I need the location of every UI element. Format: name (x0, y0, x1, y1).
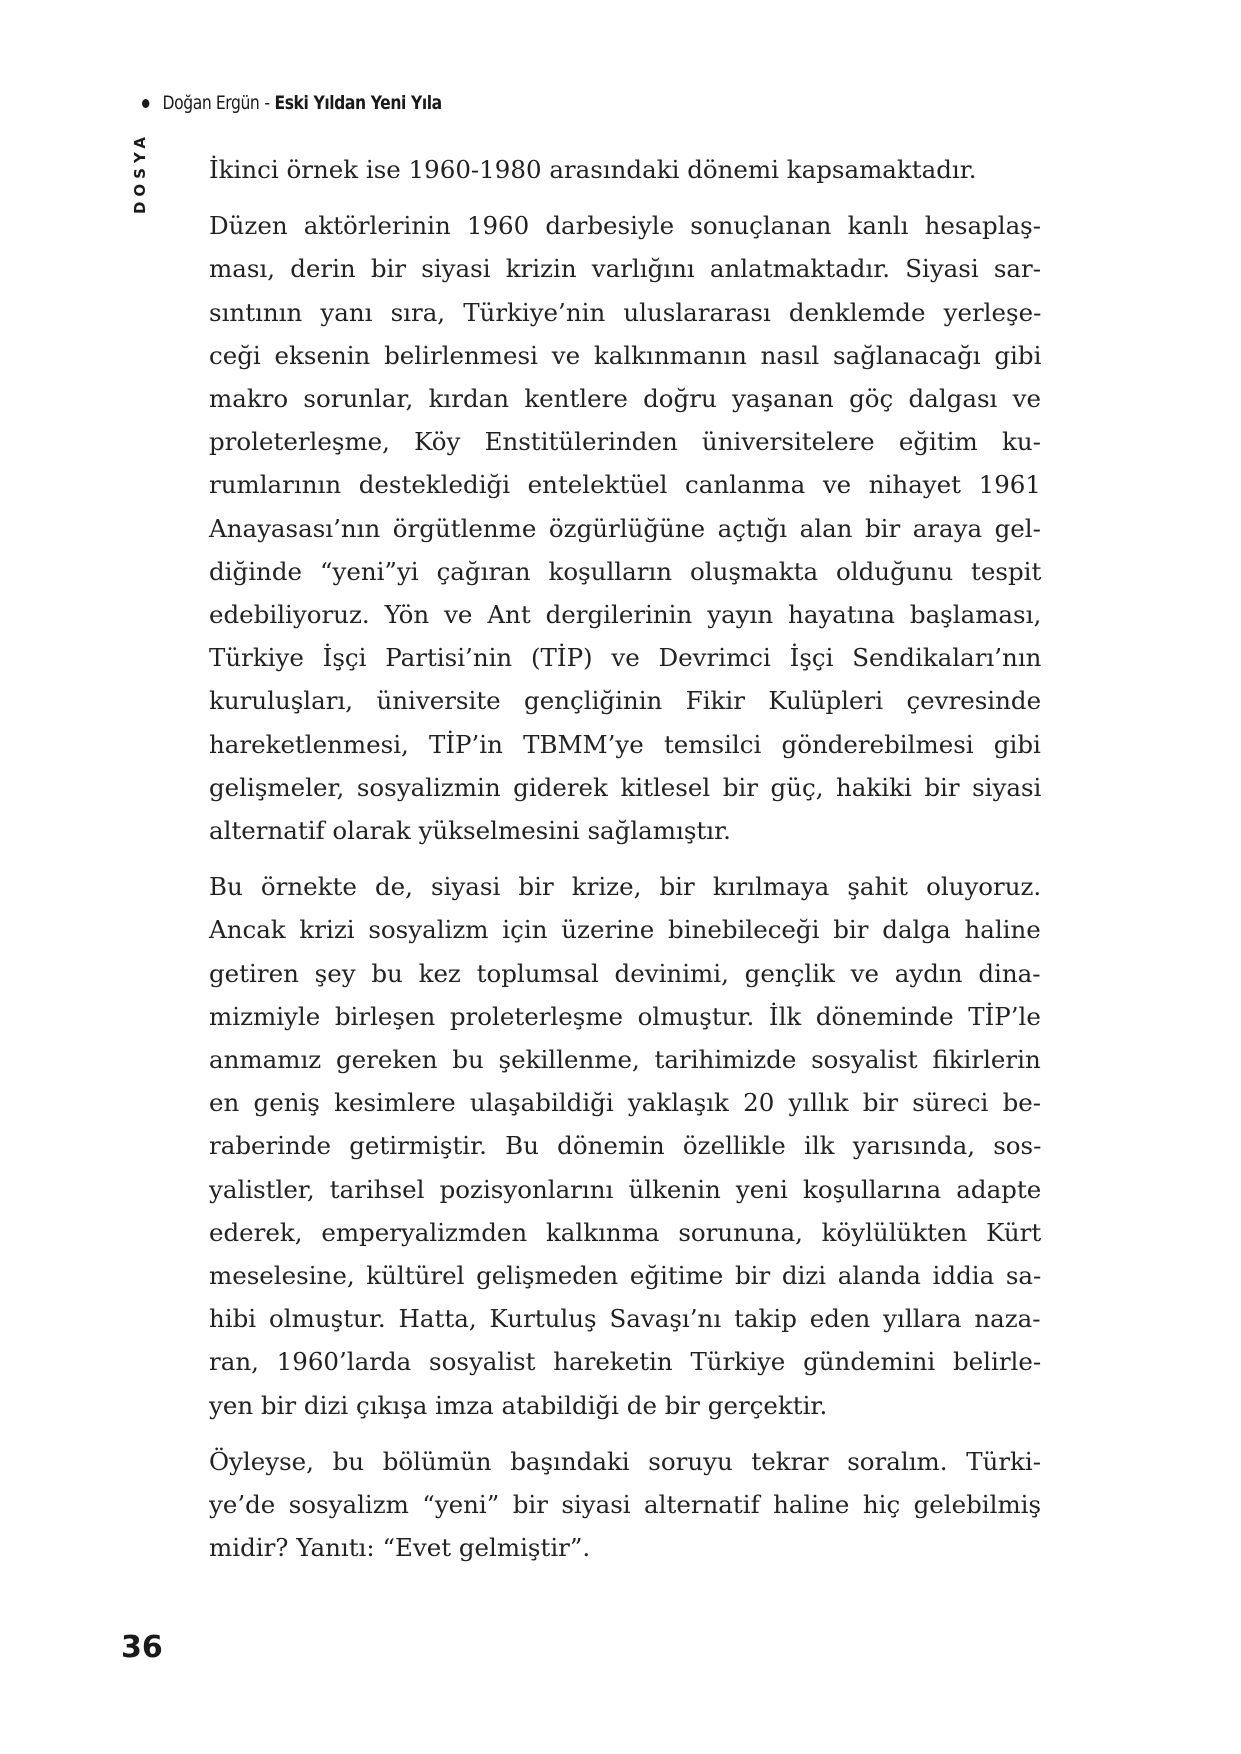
text-line: İkinci örnek ise 1960-1980 arasındaki dönemi kapsamaktadır. (209, 155, 977, 184)
text-line: hareketlenmesi, TİP’in TBMM’ye temsilci gönderebilmesi gibi (209, 729, 1041, 759)
text-line: anmamız gereken bu şekillenme, tarihimizde sosyalist fikirlerin (209, 1045, 1041, 1075)
text-line: Anayasası’nın örgütlenme özgürlüğüne açtığı alan bir araya gel- (209, 513, 1041, 543)
text-line: en geniş kesimlere ulaşabildiği yaklaşık 20 yıllık bir süreci be- (209, 1088, 1042, 1118)
text-line: kuruluşları, üniversite gençliğinin Fikir Kulüpleri çevresinde (209, 686, 1042, 716)
text-line: ceği eksenin belirlenmesi ve kalkınmanın nasıl sağlanacağı gibi (209, 340, 1042, 370)
text-line: midir? Yanıtı: “Evet gelmiştir”. (209, 1533, 591, 1563)
text-line: hibi olmuştur. Hatta, Kurtuluş Savaşı’nı takip eden yıllara naza- (209, 1304, 1041, 1334)
text-line: mizmiyle birleşen proleterleşme olmuştur. İlk döneminde TİP’le (209, 1001, 1041, 1031)
running-header (142, 92, 442, 114)
section-label-text: DOSYA (131, 131, 150, 215)
text-line: sıntının yanı sıra, Türkiye’nin uluslararası denklemde yerleşe- (209, 297, 1042, 327)
paragraph-4 (209, 1440, 1041, 1570)
author-name: Doğan Ergün (162, 92, 260, 114)
section-label (120, 128, 160, 218)
text-line: ederek, emperyalizmden kalkınma sorununa, köylülükten Kürt (209, 1217, 1042, 1247)
text-line: alternatif olarak yükselmesini sağlamıştır. (209, 816, 731, 846)
bullet-icon (142, 99, 149, 108)
text-line: gelişmeler, sosyalizmin giderek kitlesel bir güç, hakiki bir siyasi (209, 772, 1042, 802)
text-line: ran, 1960’larda sosyalist hareketin Türkiye gündemini belirle- (209, 1347, 1042, 1377)
header-separator: - (264, 92, 270, 114)
text-line: ması, derin bir siyasi krizin varlığını anlatmaktadır. Siyasi sar- (209, 254, 1042, 284)
text-line: rumlarının desteklediği entelektüel canlanma ve nihayet 1961 (209, 470, 1041, 500)
paragraph-2 (209, 204, 1041, 852)
text-line: ye’de sosyalizm “yeni” bir siyasi alternatif haline hiç gelebilmiş (209, 1490, 1042, 1520)
text-line: meselesine, kültürel gelişmeden eğitime bir dizi alanda iddia sa- (209, 1261, 1042, 1291)
text-line: Ancak krizi sosyalizm için üzerine binebileceği bir dalga haline (209, 915, 1041, 945)
text-line: diğinde “yeni”yi çağıran koşulların oluşmakta olduğunu tespit (209, 556, 1042, 586)
text-line: yen bir dizi çıkışa imza atabildiği de bir gerçektir. (209, 1390, 828, 1420)
text-line: makro sorunlar, kırdan kentlere doğru yaşanan göç dalgası ve (209, 384, 1041, 414)
text-line: Türkiye İşçi Partisi’nin (TİP) ve Devrimci İşçi Sendikaları’nın (209, 643, 1042, 673)
book-title: Eski Yıldan Yeni Yıla (274, 92, 442, 114)
paragraph-3 (209, 865, 1041, 1427)
text-line: yalistler, tarihsel pozisyonlarını ülkenin yeni koşullarına adapte (209, 1174, 1042, 1204)
text-line: Öyleyse, bu bölümün başındaki soruyu tekrar soralım. Türki- (209, 1446, 1042, 1476)
text-line: Bu örnekte de, siyasi bir krize, bir kırılmaya şahit oluyoruz. (209, 872, 1042, 902)
text-line: edebiliyoruz. Yön ve Ant dergilerinin yayın hayatına başlaması, (209, 600, 1042, 630)
text-line: Düzen aktörlerinin 1960 darbesiyle sonuçlanan kanlı hesaplaş- (209, 211, 1042, 241)
text-line: getiren şey bu kez toplumsal devinimi, gençlik ve aydın dina- (209, 958, 1041, 988)
text-line: raberinde getirmiştir. Bu dönemin özellikle ilk yarısında, sos- (209, 1131, 1042, 1161)
page-number: 36 (121, 1630, 163, 1665)
paragraph-1 (209, 148, 1041, 191)
body-text (209, 148, 1041, 1583)
text-line: proleterleşme, Köy Enstitülerinden üniversitelere eğitim ku- (209, 427, 1041, 457)
